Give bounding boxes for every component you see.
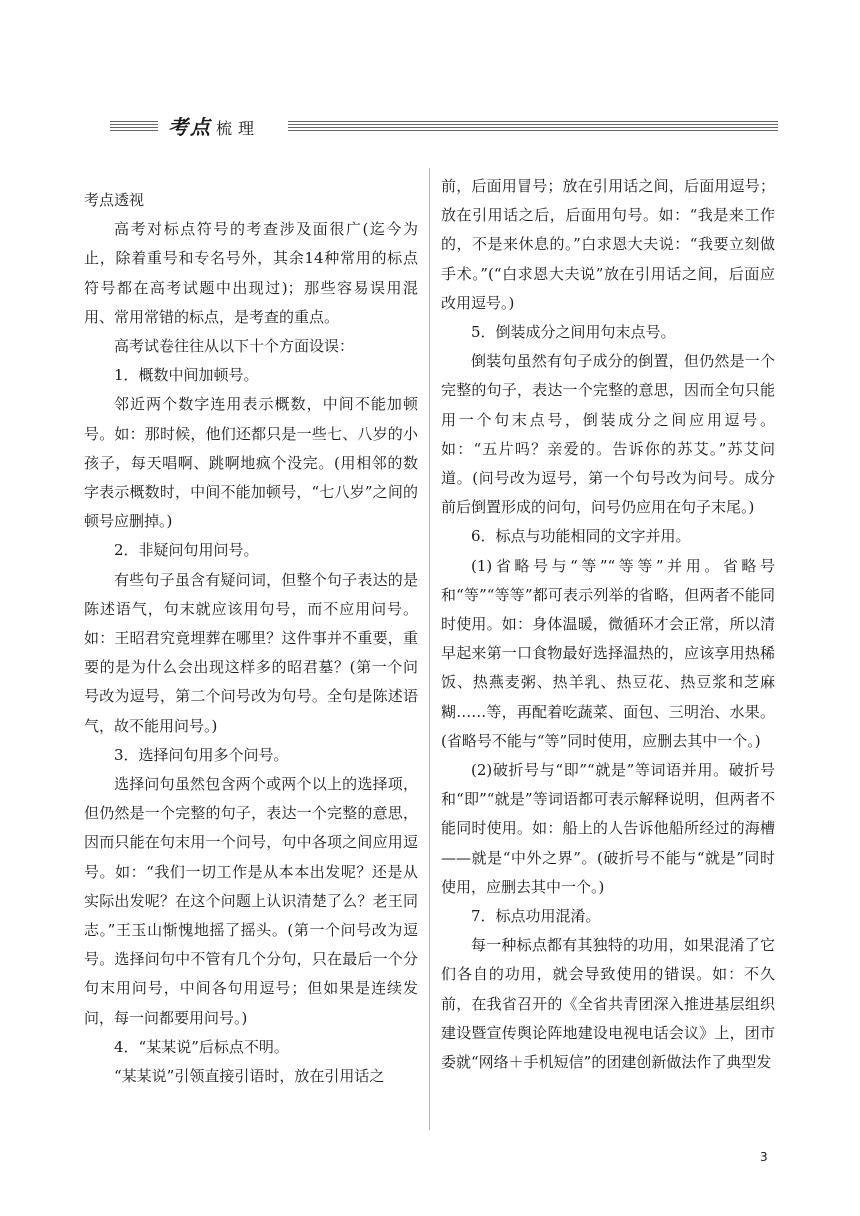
header-rule-left <box>110 121 158 133</box>
header-rule-right <box>288 121 778 133</box>
paragraph: 1．概数中间加顿号。 <box>114 366 259 385</box>
paragraph: 3．选择问句用多个问号。 <box>114 745 289 764</box>
paragraph: 考点透视 <box>84 191 145 209</box>
paragraph: 4．“某某说”后标点不明。 <box>114 1037 289 1056</box>
paragraph: 高考对标点符号的考查涉及面很广(迄今为止，除着重号和专名号外，其余14种常用的标点符号都在高考试题中出现过)；那些容易误用混用、常用常错的标点，是考查的重点。 <box>84 220 418 326</box>
left-column <box>84 186 418 1091</box>
page-number: 3 <box>760 1150 768 1164</box>
paragraph: 每一种标点都有其独特的功用，如果混淆了它们各自的功用，就会导致使用的错误。如：不久前，在我省召开的《全省共青团深入推进基层组织建设暨宣传舆论阵地建设电视电话会议》上，团市委就“网络＋手机短信”的团建创新做法作了典型发 <box>441 936 775 1072</box>
section-title-main: 考点 <box>168 115 212 139</box>
right-column <box>441 172 775 1077</box>
section-header <box>110 112 778 142</box>
section-title-sub: 梳理 <box>216 119 261 138</box>
paragraph: 有些句子虽含有疑问词，但整个句子表达的是陈述语气，句末就应该用句号，而不应用问号。如：王昭君究竟埋葬在哪里？这件事并不重要，重要的是为什么会出现这样多的昭君墓？(第一个问号改为逗号，第二个问号改为句号。全句是陈述语气，故不能用问号。) <box>84 570 418 735</box>
paragraph: (2)破折号与“即”“就是”等词语并用。破折号和“即”“就是”等词语都可表示解释说明，但两者不能同时使用。如：船上的人告诉他船所经过的海槽——就是“中外之界”。(破折号不能与“就是”同时使用，应删去其中一个。) <box>441 761 775 896</box>
paragraph: 选择问句虽然包含两个或两个以上的选择项，但仍然是一个完整的句子，表达一个完整的意思，因而只能在句末用一个问号，句中各项之间应用逗号。如：“我们一切工作是从本本出发呢？还是从实际出发呢？在这个问题上认识清楚了么？老王同志。”王玉山惭愧地摇了摇头。(第一个问号改为逗号。选择问句中不管有几个分句，只在最后一个分句末用问号，中间各句用逗号；但如果是连续发问，每一问都要用问号。) <box>84 775 418 1027</box>
paragraph: 5．倒装成分之间用句末点号。 <box>471 323 676 342</box>
section-title <box>168 112 260 142</box>
paragraph: 邻近两个数字连用表示概数，中间不能加顿号。如：那时候，他们还都只是一些七、八岁的小孩子，每天唱啊、跳啊地疯个没完。(用相邻的数字表示概数时，中间不能加顿号，“七八岁”之间的顿号应删掉。) <box>84 395 418 531</box>
paragraph: (1)省略号与“等”“等等”并用。省略号和“等”“等等”都可表示列举的省略，但两者不能同时使用。如：身体温暖，微循环才会正常，所以清早起来第一口食物最好选择温热的，应该享用热稀饭、热燕麦粥、热羊乳、热豆花、热豆浆和芝麻糊……等，再配着吃蔬菜、面包、三明治、水果。(省略号不能与“等”同时使用，应删去其中一个。) <box>441 556 775 750</box>
paragraph: 前，后面用冒号；放在引用话之间，后面用逗号；放在引用话之后，后面用句号。如：“我是来工作的，不是来休息的。”白求恩大夫说：“我要立刻做手术。”(“白求恩大夫说”放在引用话之间，后面应改用逗号。) <box>441 177 775 312</box>
paragraph: 高考试卷往往从以下十个方面设误： <box>114 337 355 356</box>
paragraph: 6．标点与功能相同的文字并用。 <box>471 527 691 546</box>
paragraph: “某某说”引领直接引语时，放在引用话之 <box>114 1067 385 1086</box>
paragraph: 2．非疑问句用问号。 <box>114 541 259 560</box>
column-divider <box>429 168 430 1130</box>
paragraph: 倒装句虽然有句子成分的倒置，但仍然是一个完整的句子，表达一个完整的意思，因而全句只能用一个句末点号，倒装成分之间应用逗号。如：“五片吗？亲爱的。告诉你的苏艾。”苏艾问道。(问号改为逗号，第一个句号改为问号。成分前后倒置形成的问句，问号仍应用在句子末尾。) <box>441 352 775 517</box>
paragraph: 7．标点功用混淆。 <box>471 907 601 926</box>
